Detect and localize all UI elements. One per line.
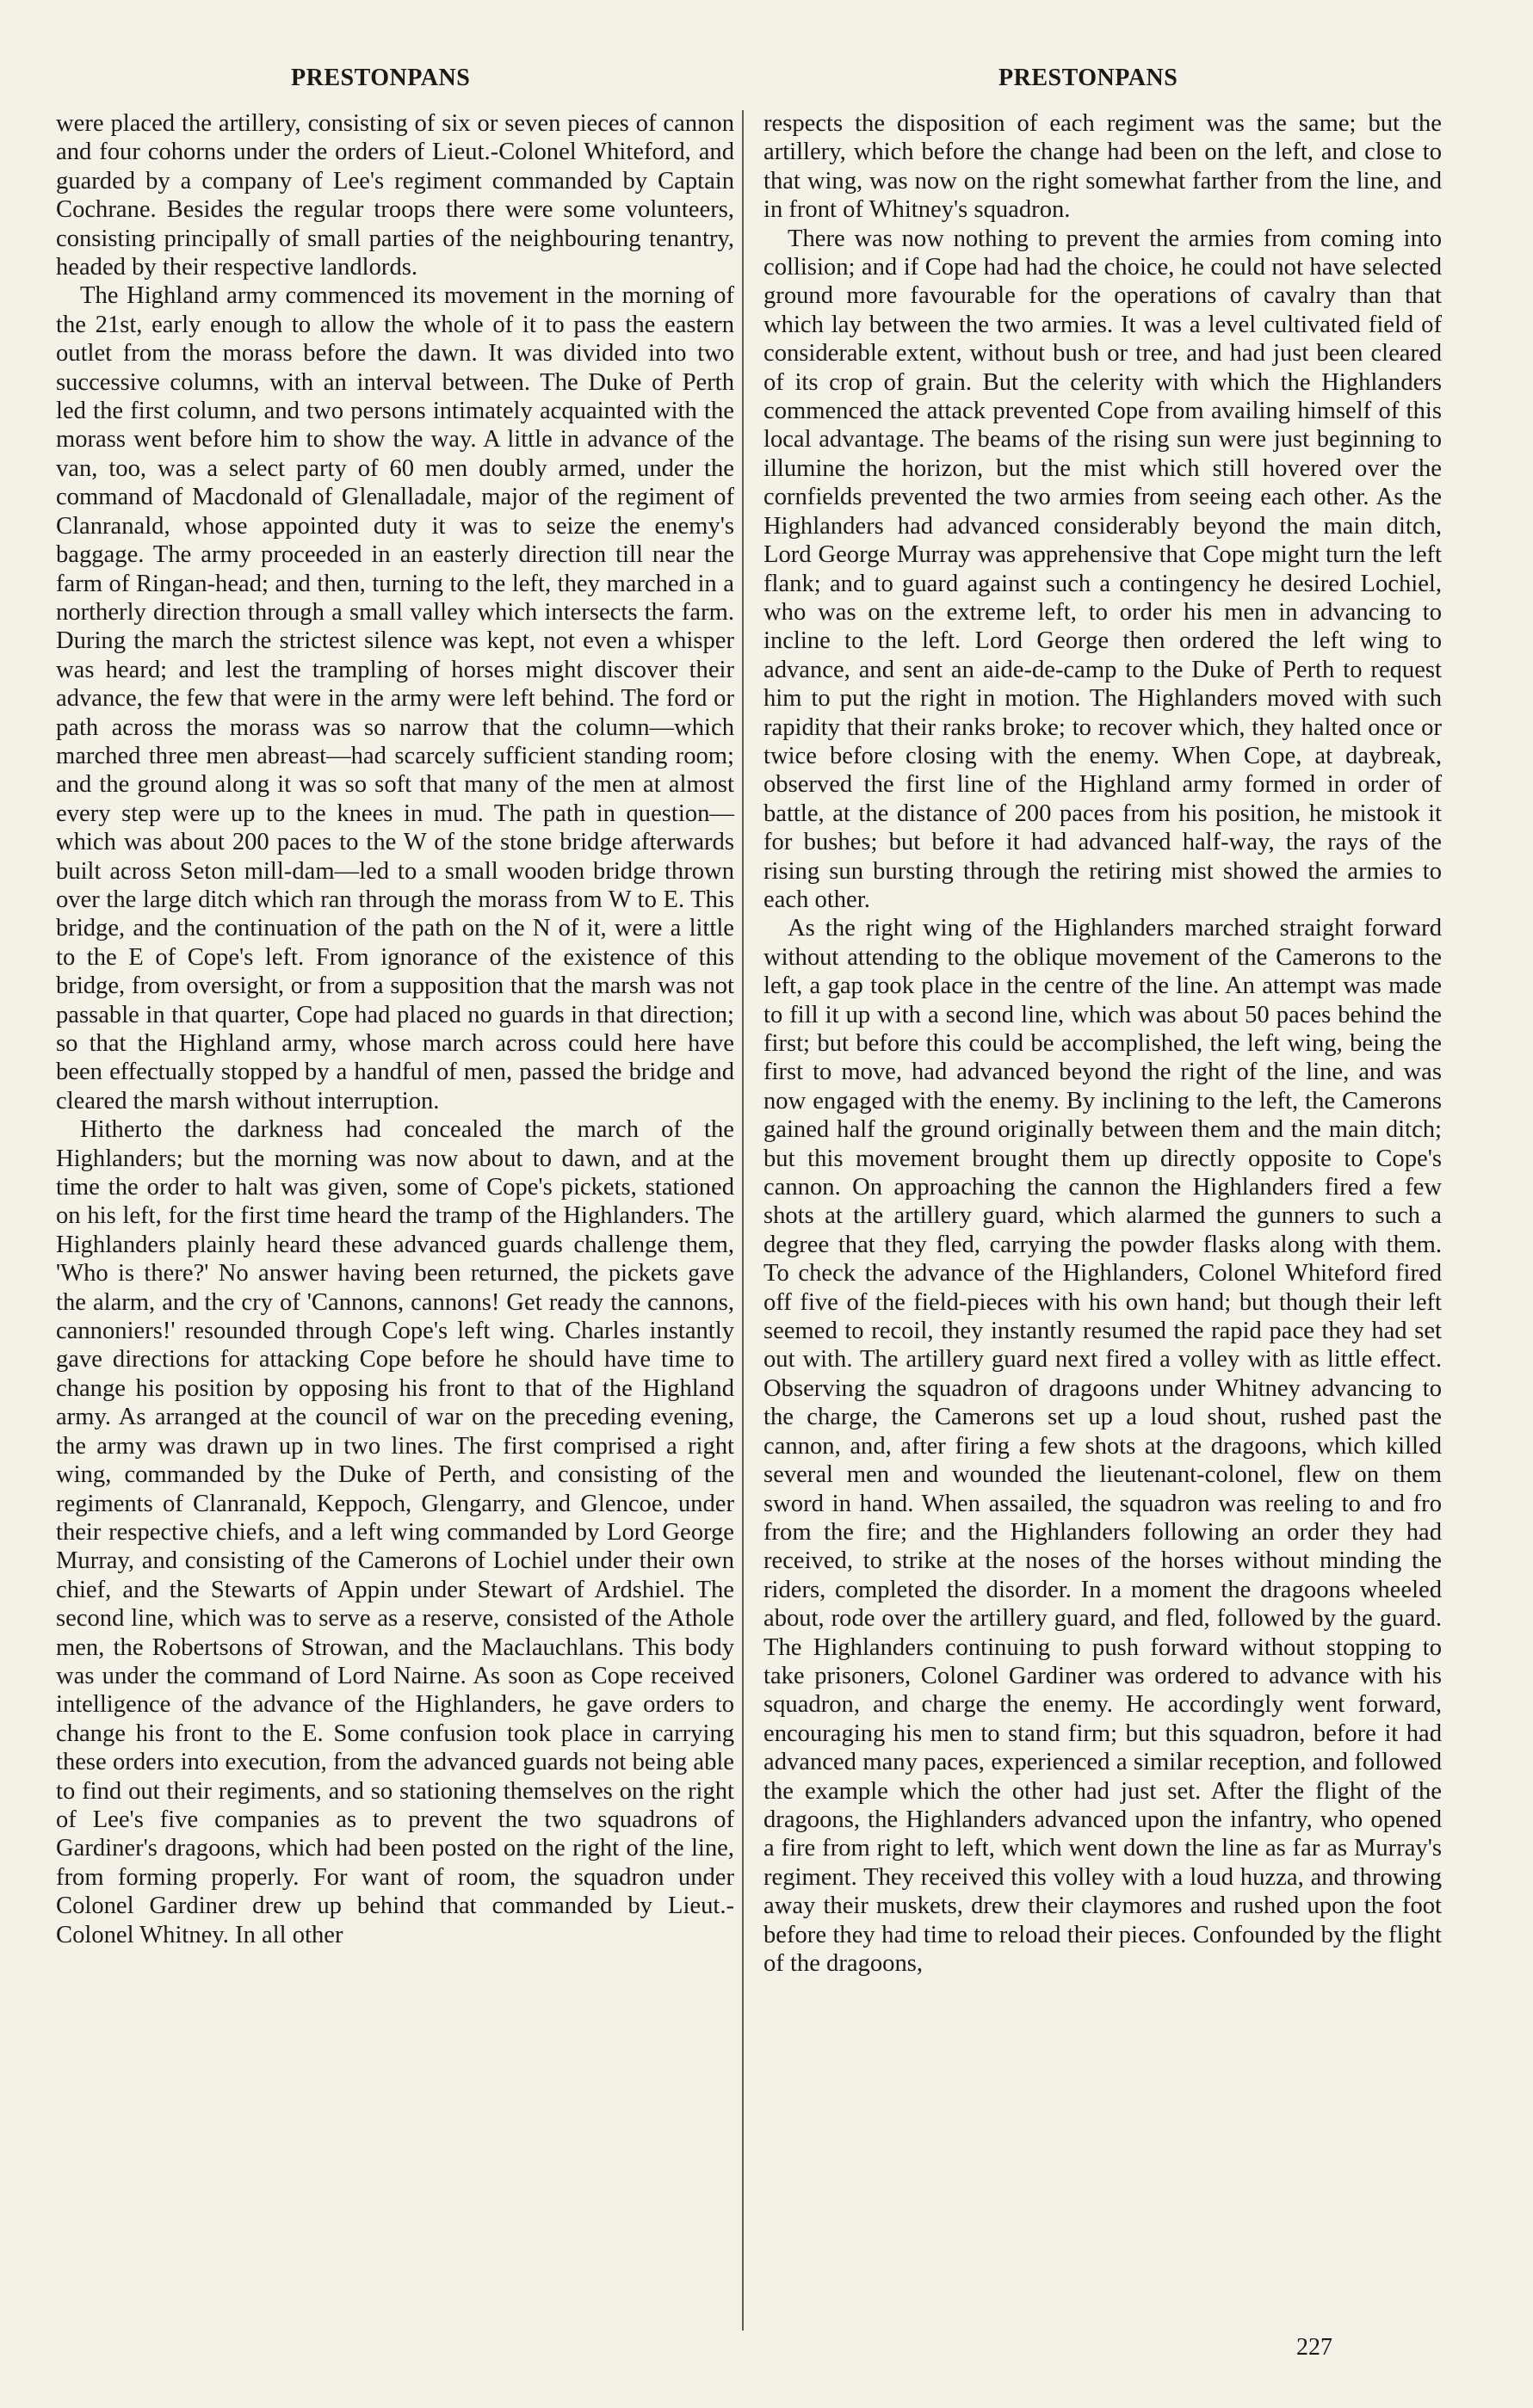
- paragraph: The Highland army commenced its movement in the morning of the 21st, early enough to allow the whole of it to pass the eastern outlet from the morass before the dawn. It was divided into two successive columns, with an interval between. The Duke of Perth led the first column, and two persons intimately acquainted with the morass went before him to show the way. A little in advance of the van, too, was a select party of 60 men doubly armed, under the command of Macdonald of Glenalladale, major of the regiment of Clanranald, whose appointed duty it was to seize the enemy's baggage. The army proceeded in an easterly direction till near the farm of Ringan-head; and then, turning to the left, they marched in a northerly direction through a small valley which intersects the farm. During the march the strictest silence was kept, not even a whisper was heard; and lest the trampling of horses might discover their advance, the few that were in the army were left behind. The ford or path across the morass was so narrow that the column—which marched three men abreast—had scarcely sufficient standing room; and the ground along it was so soft that many of the men at almost every step were up to the knees in mud. The path in question—which was about 200 paces to the W of the stone bridge afterwards built across Seton mill-dam—led to a small wooden bridge thrown over the large ditch which ran through the morass from W to E. This bridge, and the continuation of the path on the N of it, were a little to the E of Cope's left. From ignorance of the existence of this bridge, from oversight, or from a supposition that the marsh was not passable in that quarter, Cope had placed no guards in that direction; so that the Highland army, whose march across could here have been effectually stopped by a handful of men, passed the bridge and cleared the marsh without interruption.: [56, 282, 734, 1114]
- paragraph: were placed the artillery, consisting of six or seven pieces of cannon and four cohorns under the orders of Lieut.-Colonel Whiteford, and guarded by a company of Lee's regiment commanded by Captain Cochrane. Besides the regular troops there were some volunteers, consisting principally of small parties of the neighbouring tenantry, headed by their respective landlords.: [56, 110, 734, 281]
- column-divider: [742, 110, 744, 2331]
- paragraph: respects the disposition of each regiment was the same; but the artillery, which before the change had been on the left, and close to that wing, was now on the right somewhat farther from the line, and in front of Whitney's squadron.: [763, 110, 1442, 224]
- running-header-right: PRESTONPANS: [998, 65, 1178, 91]
- paragraph: As the right wing of the Highlanders marched straight forward without attending to the oblique movement of the Camerons to the left, a gap took place in the centre of the line. An attempt was made to fill it up with a second line, which was about 50 paces behind the first; but before this could be accomplished, the left wing, being the first to move, had advanced beyond the right of the line, and was now engaged with the enemy. By inclining to the left, the Camerons gained half the ground originally between them and the main ditch; but this movement brought them up directly opposite to Cope's cannon. On approaching the cannon the Highlanders fired a few shots at the artillery guard, which alarmed the gunners to such a degree that they fled, carrying the powder flasks along with them. To check the advance of the Highlanders, Colonel Whiteford fired off five of the field-pieces with his own hand; but though their left seemed to recoil, they instantly resumed the rapid pace they had set out with. The artillery guard next fired a volley with as little effect. Observing the squadron of dragoons under Whitney advancing to the charge, the Camerons set up a loud shout, rushed past the cannon, and, after firing a few shots at the dragoons, which killed several men and wounded the lieutenant-colonel, flew on them sword in hand. When assailed, the squadron was reeling to and fro from the fire; and the Highlanders following an order they had received, to strike at the noses of the horses without minding the riders, completed the disorder. In a moment the dragoons wheeled about, rode over the artillery guard, and fled, followed by the guard. The Highlanders continuing to push forward without stopping to take prisoners, Colonel Gardiner was ordered to advance with his squadron, and charge the enemy. He accordingly went forward, encouraging his men to stand firm; but this squadron, before it had advanced many paces, experienced a similar reception, and followed the example which the other had just set. After the flight of the dragoons, the Highlanders advanced upon the infantry, who opened a fire from right to left, which went down the line as far as Murray's regiment. They received this volley with a loud huzza, and throwing away their muskets, drew their claymores and rushed upon the foot before they had time to reload their pieces. Confounded by the flight of the dragoons,: [763, 915, 1442, 1977]
- paragraph: Hitherto the darkness had concealed the march of the Highlanders; but the morning was now about to dawn, and at the time the order to halt was given, some of Cope's pickets, stationed on his left, for the first time heard the tramp of the Highlanders. The Highlanders plainly heard these advanced guards challenge them, 'Who is there?' No answer having been returned, the pickets gave the alarm, and the cry of 'Cannons, cannons! Get ready the cannons, cannoniers!' resounded through Cope's left wing. Charles instantly gave directions for attacking Cope before he should have time to change his position by opposing his front to that of the Highland army. As arranged at the council of war on the preceding evening, the army was drawn up in two lines. The first comprised a right wing, commanded by the Duke of Perth, and consisting of the regiments of Clanranald, Keppoch, Glengarry, and Glencoe, under their respective chiefs, and a left wing commanded by Lord George Murray, and consisting of the Camerons of Lochiel under their own chief, and the Stewarts of Appin under Stewart of Ardshiel. The second line, which was to serve as a reserve, consisted of the Athole men, the Robertsons of Strowan, and the Maclauchlans. This body was under the command of Lord Nairne. As soon as Cope received intelligence of the advance of the Highlanders, he gave orders to change his front to the E. Some confusion took place in carrying these orders into execution, from the advanced guards not being able to find out their regiments, and so stationing themselves on the right of Lee's five companies as to prevent the two squadrons of Gardiner's dragoons, which had been posted on the right of the line, from forming properly. For want of room, the squadron under Colonel Gardiner drew up behind that commanded by Lieut.-Colonel Whitney. In all other: [56, 1116, 734, 1948]
- page-number: 227: [1296, 2334, 1332, 2361]
- running-header-left: PRESTONPANS: [291, 65, 471, 91]
- left-text-column: [56, 109, 734, 1949]
- paragraph: There was now nothing to prevent the armies from coming into collision; and if Cope had had the choice, he could not have selected ground more favourable for the operations of cavalry than that which lay between the two armies. It was a level cultivated field of considerable extent, without bush or tree, and had just been cleared of its crop of grain. But the celerity with which the Highlanders commenced the attack prevented Cope from availing himself of this local advantage. The beams of the rising sun were just beginning to illumine the horizon, but the mist which still hovered over the cornfields prevented the two armies from seeing each other. As the Highlanders had advanced considerably beyond the main ditch, Lord George Murray was apprehensive that Cope might turn the left flank; and to guard against such a contingency he desired Lochiel, who was on the extreme left, to order his men in advancing to incline to the left. Lord George then ordered the left wing to advance, and sent an aide-de-camp to the Duke of Perth to request him to put the right in motion. The Highlanders moved with such rapidity that their ranks broke; to recover which, they halted once or twice before closing with the enemy. When Cope, at daybreak, observed the first line of the Highland army formed in order of battle, at the distance of 200 paces from his position, he mistook it for bushes; but before it had advanced half-way, the rays of the rising sun bursting through the retiring mist showed the armies to each other.: [763, 225, 1442, 913]
- right-text-column: [763, 109, 1442, 1978]
